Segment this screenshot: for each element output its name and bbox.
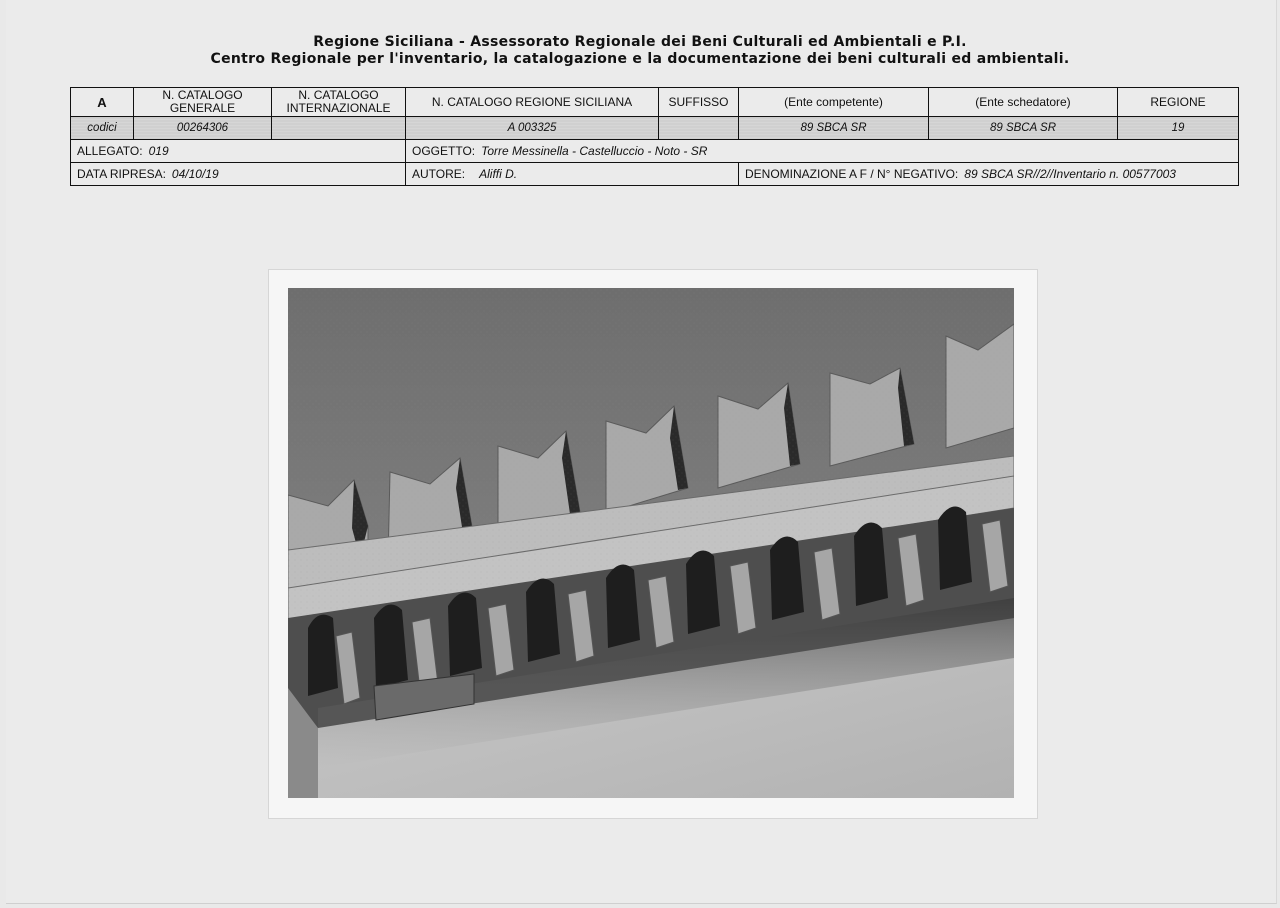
col-header-catalogo-internazionale: N. CATALOGO INTERNAZIONALE [272,88,406,117]
allegato-cell [71,140,406,163]
autore-value: Aliffi D. [479,167,518,181]
ente-schedatore-value: 89 SBCA SR [929,117,1118,140]
autore-label: AUTORE: [412,167,466,181]
oggetto-value: Torre Messinella - Castelluccio - Noto - SR [481,144,708,158]
negativo-cell [739,163,1239,186]
col-header-a: A [71,88,134,117]
regione-value: 19 [1118,117,1239,140]
oggetto-label: OGGETTO: [412,144,476,158]
tower-photograph [288,288,1014,798]
catalog-table [70,87,1239,186]
header-line-2: Centro Regionale per l'inventario, la catalogazione e la documentazione dei beni culturali ed ambientali. [210,51,1070,67]
col-header-catalogo-regione: N. CATALOGO REGIONE SICILIANA [406,88,659,117]
negativo-label: DENOMINAZIONE A F / N° NEGATIVO: [745,167,959,181]
col-header-ente-schedatore: (Ente schedatore) [929,88,1118,117]
allegato-value: 019 [148,144,169,158]
header-line-1: Regione Siciliana - Assessorato Regionale dei Beni Culturali ed Ambientali e P.I. [313,34,967,50]
ente-competente-value: 89 SBCA SR [739,117,929,140]
codici-label: codici [71,117,134,140]
document-header [0,34,1280,68]
tower-battlement-image [288,288,1014,798]
autore-cell [406,163,739,186]
col-header-regione: REGIONE [1118,88,1239,117]
allegato-label: ALLEGATO: [77,144,143,158]
catalogo-regione-value: A 003325 [406,117,659,140]
data-ripresa-cell [71,163,406,186]
data-ripresa-label: DATA RIPRESA: [77,167,166,181]
catalogo-generale-value: 00264306 [134,117,272,140]
suffisso-value [659,117,739,140]
catalogo-internazionale-value [272,117,406,140]
data-ripresa-value: 04/10/19 [171,167,219,181]
col-header-ente-competente: (Ente competente) [739,88,929,117]
col-header-catalogo-generale: N. CATALOGO GENERALE [134,88,272,117]
col-header-suffisso: SUFFISSO [659,88,739,117]
oggetto-cell [406,140,1239,163]
negativo-value: 89 SBCA SR//2//Inventario n. 00577003 [964,167,1176,181]
